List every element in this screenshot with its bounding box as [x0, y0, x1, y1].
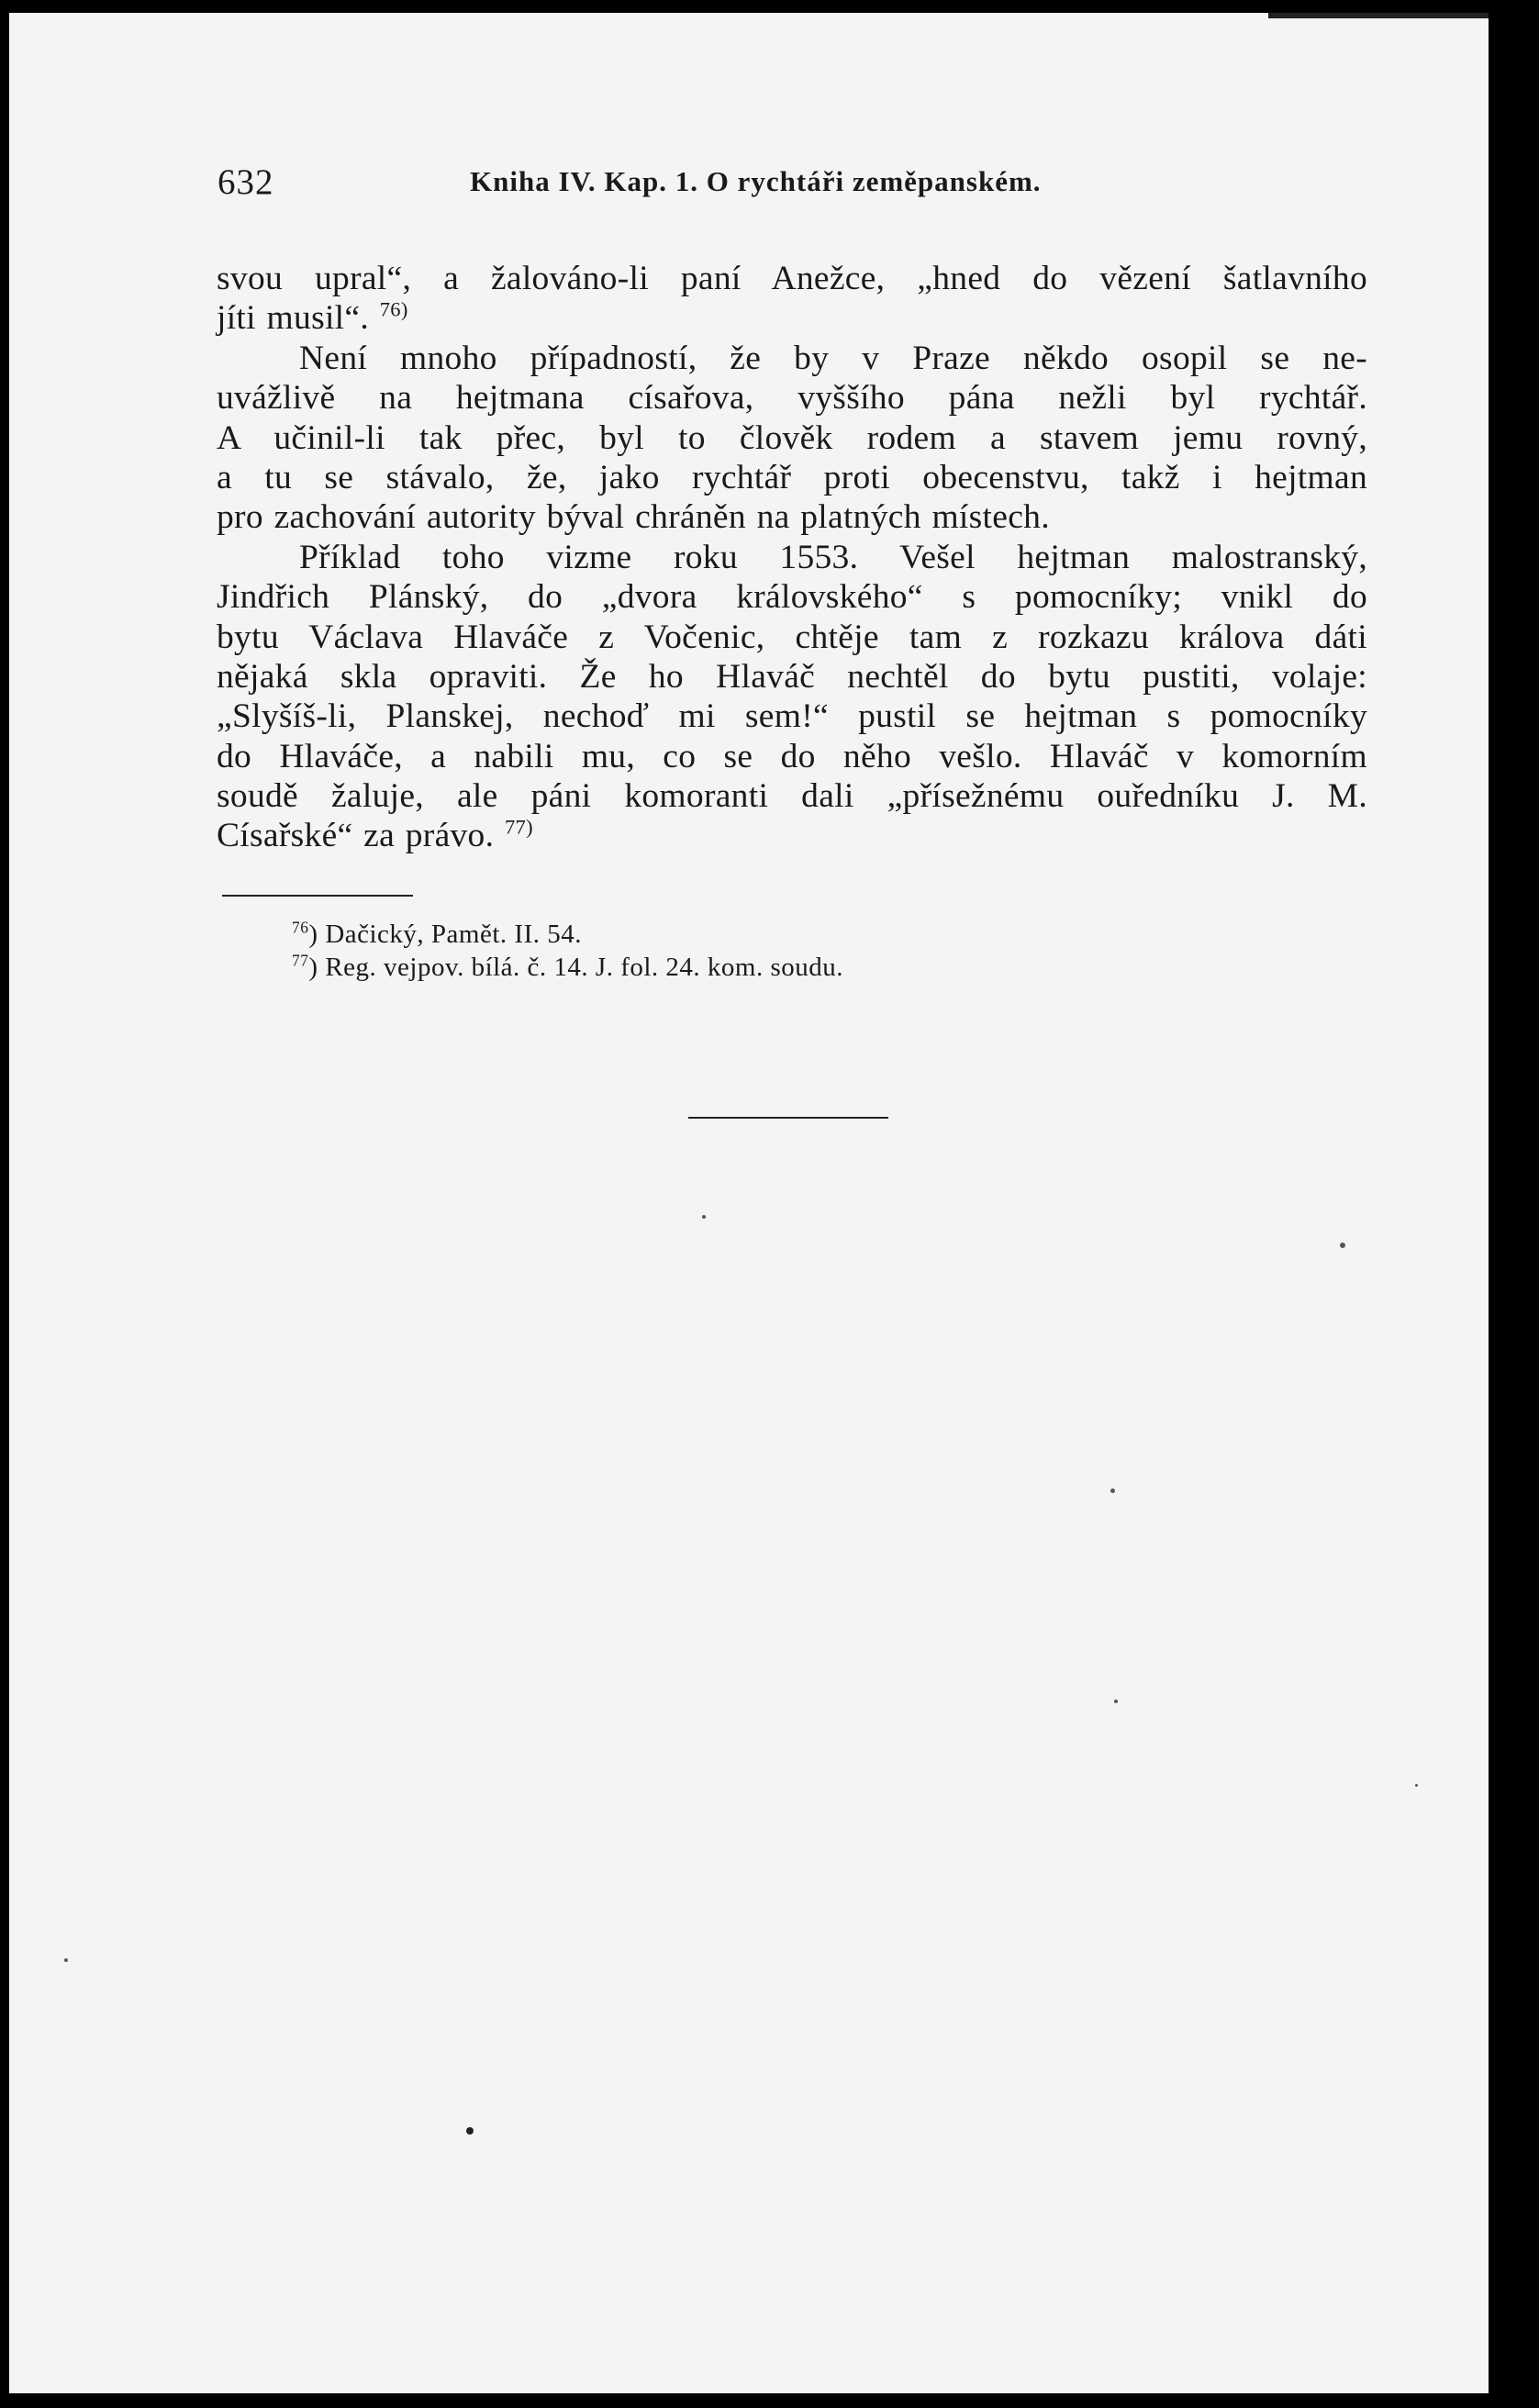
text-line: svou upral“, a žalováno-li paní Anežce, „hned do vězení šatlavního	[217, 260, 1367, 297]
paper-speck	[1340, 1243, 1345, 1248]
text-line: soudě žaluje, ale páni komoranti dali „přísežnému ouředníku J. M.	[217, 777, 1367, 816]
footnote-ref-77: 77)	[504, 815, 533, 839]
paper-speck	[64, 1958, 68, 1962]
footnotes	[292, 918, 843, 984]
page-number: 632	[217, 162, 274, 202]
text-line: a tu se stávalo, že, jako rychtář proti obecenstvu, takž i hejtman	[217, 458, 1367, 496]
paragraph-start: Není mnoho případností, že by v Praze někdo osopil se ne-	[299, 339, 1367, 377]
running-head	[9, 150, 1489, 206]
main-text	[217, 259, 1367, 856]
text-line: uvážlivě na hejtmana císařova, vyššího pána nežli byl rychtář.	[217, 379, 1367, 418]
chapter-end-rule	[688, 1117, 888, 1119]
paragraph-start: Příklad toho vizme roku 1553. Vešel hejtman malostranský,	[299, 538, 1367, 576]
text-line: Jindřich Plánský, do „dvora královského“ s pomocníky; vnikl do	[217, 578, 1367, 617]
paper-speck	[1114, 1700, 1118, 1703]
book-page	[9, 13, 1489, 2393]
text-line: jíti musil“. $^{76)}$	[217, 297, 408, 338]
text-line: do Hlaváče, a nabili mu, co se do něho vešlo. Hlaváč v komorním	[217, 737, 1367, 775]
text-line: pro zachování autority býval chráněn na platných místech.	[217, 498, 1050, 537]
paper-speck	[702, 1215, 706, 1219]
scan-edge-mark	[1268, 13, 1489, 18]
text-line: A učinil-li tak přec, byl to člověk rodem a stavem jemu rovný,	[217, 418, 1367, 457]
paper-speck	[466, 2127, 474, 2135]
text-line: „Slyšíš-li, Planskej, nechoď mi sem!“ pustil se hejtman s pomocníky	[217, 697, 1367, 736]
paper-speck	[1110, 1488, 1115, 1493]
text-line: nějaká skla opraviti. Že ho Hlaváč nechtěl do bytu pustiti, volaje:	[217, 657, 1367, 696]
text-line: Císařské“ za právo. $^{77)}$	[217, 815, 533, 855]
running-title: Kniha IV. Kap. 1. O rychtáři zeměpanském.	[470, 165, 1042, 197]
footnote-77: $^{77}$) Reg. vejpov. bílá. č. 14. J. fol. 24. kom. soudu.	[292, 951, 844, 982]
footnote-ref-76: 76)	[379, 297, 408, 321]
footnote-separator	[222, 895, 413, 897]
footnote-76: $^{76}$) Dačický, Pamět. II. 54.	[292, 918, 582, 949]
text-line: bytu Václava Hlaváče z Vočenic, chtěje tam z rozkazu králova dáti	[217, 618, 1367, 656]
paper-speck	[1415, 1784, 1418, 1787]
